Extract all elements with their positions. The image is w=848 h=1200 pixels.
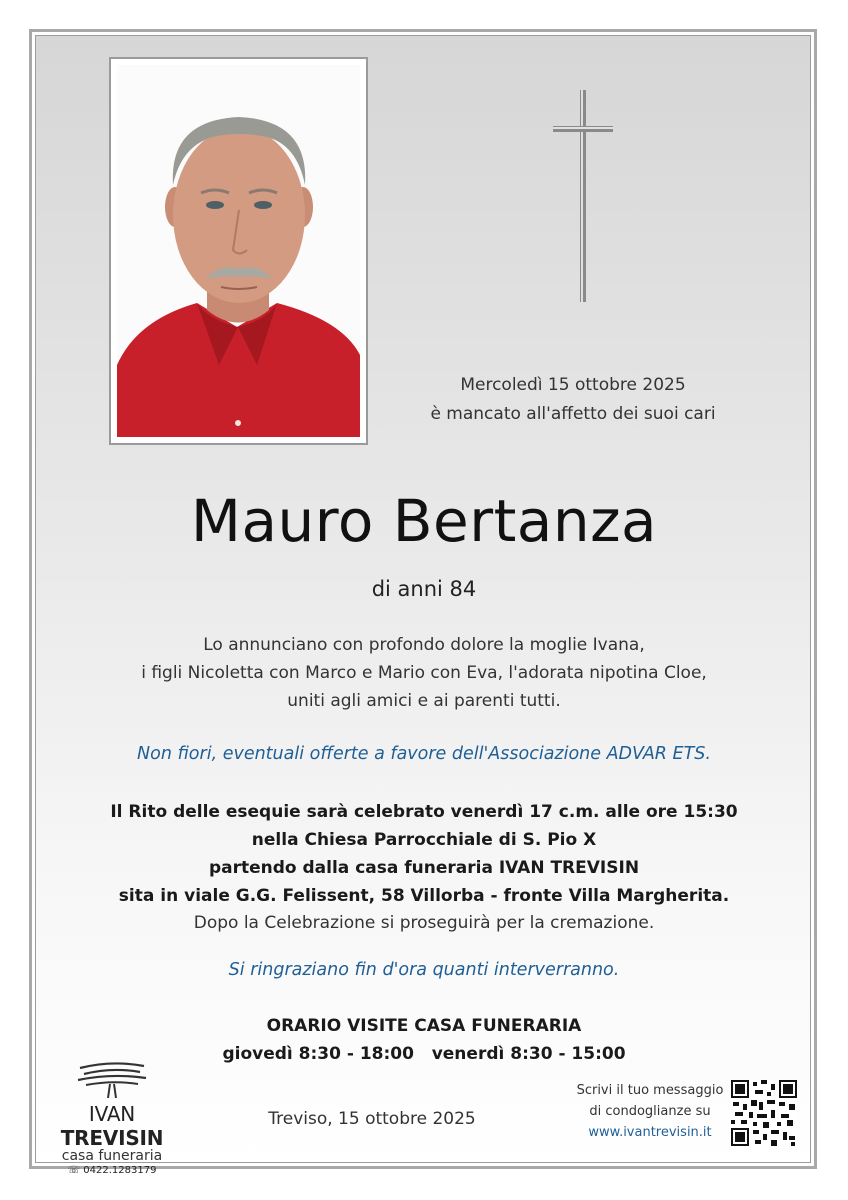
place-date: Treviso, 15 ottobre 2025 [268, 1109, 476, 1129]
phone-icon: ☏ [67, 1165, 81, 1176]
logo-subtitle: casa funeraria [61, 1148, 163, 1164]
announcement-line: i figli Nicoletta con Marco e Mario con Eva, l'adorata nipotina Cloe, [141, 663, 707, 683]
qr-code-icon[interactable] [731, 1080, 797, 1146]
condolence-line: di condoglianze su [589, 1104, 711, 1119]
condolence-line: Scrivi il tuo messaggio [576, 1083, 724, 1098]
logo-phone [42, 1165, 182, 1176]
deceased-age: di anni 84 [371, 577, 477, 601]
logo-first-name: IVAN [88, 1102, 136, 1126]
rite-details [0, 798, 848, 910]
funeral-home-logo [42, 1060, 182, 1176]
donation-note: Non fiori, eventuali offerte a favore dell'Associazione ADVAR ETS. [137, 744, 711, 764]
death-date: Mercoledì 15 ottobre 2025 [460, 375, 686, 395]
rite-line: Il Rito delle esequie sarà celebrato venerdì 17 c.m. alle ore 15:30 [110, 802, 738, 822]
visits-hours: giovedì 8:30 - 18:00 venerdì 8:30 - 15:00 [222, 1044, 626, 1064]
visits-title: ORARIO VISITE CASA FUNERARIA [266, 1016, 582, 1036]
announcement-text [0, 631, 848, 715]
tree-logo-icon [72, 1060, 152, 1098]
website-link[interactable]: www.ivantrevisin.it [588, 1125, 712, 1140]
logo-name [42, 1102, 182, 1150]
portrait-photo [117, 65, 360, 437]
cross-icon [553, 90, 613, 302]
death-phrase: è mancato all'affetto dei suoi cari [430, 404, 716, 424]
thanks-note: Si ringraziano fin d'ora quanti interverranno. [228, 960, 620, 980]
announcement-line: uniti agli amici e ai parenti tutti. [287, 691, 561, 711]
rite-line: nella Chiesa Parrocchiale di S. Pio X [251, 830, 597, 850]
phone-number: 0422.1283179 [83, 1165, 157, 1176]
announcement-line: Lo annunciano con profondo dolore la moglie Ivana, [203, 635, 645, 655]
rite-line: sita in viale G.G. Felissent, 58 Villorba - fronte Villa Margherita. [118, 886, 730, 906]
portrait-frame [109, 57, 368, 445]
logo-last-name: TREVISIN [60, 1126, 164, 1150]
rite-after: Dopo la Celebrazione si proseguirà per la cremazione. [193, 913, 655, 933]
condolence-box [570, 1080, 730, 1143]
deceased-name: Mauro Bertanza [190, 487, 658, 555]
rite-line: partendo dalla casa funeraria IVAN TREVISIN [208, 858, 640, 878]
